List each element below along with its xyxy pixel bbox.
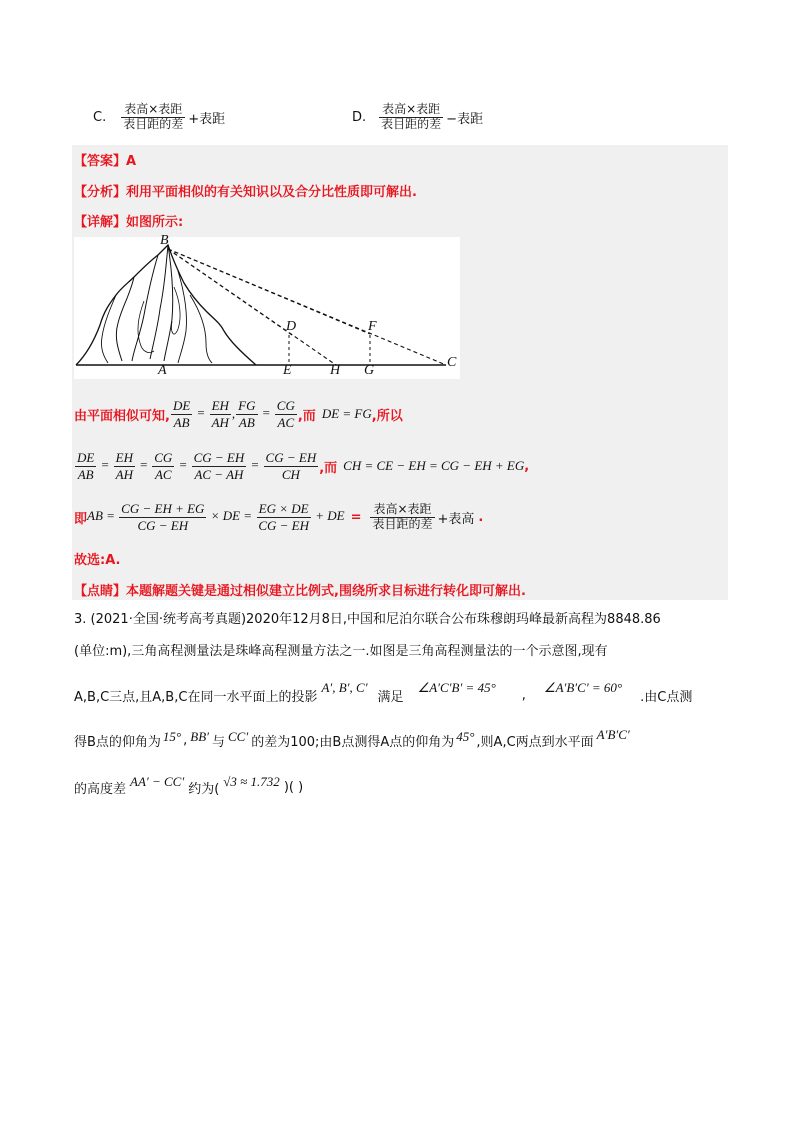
mountain-diagram bbox=[74, 237, 460, 379]
eq3-tail-fraction bbox=[370, 503, 436, 532]
option-c-denominator: 表目距的差 bbox=[123, 116, 184, 131]
q3-line3g: .由C点测 bbox=[640, 690, 693, 705]
eq2-math: $\frac{DE}{AB}$ = $\frac{EH}{AH}$ = $\frac{CG}{AC}$ = $\frac{CG - EH}{AC - AH}$ = $\frac{CG - EH}{CH}$ bbox=[77, 449, 317, 482]
eq2-ch: CH = CE − EH = CG − EH + EG bbox=[343, 458, 525, 473]
q3-line4e: 与 bbox=[212, 735, 226, 750]
option-d-numerator: 表高×表距 bbox=[379, 103, 443, 118]
eq3-tail-denominator: 表目距的差 bbox=[372, 516, 433, 531]
mountain-ridge-2 bbox=[164, 245, 173, 361]
detail-line: 【详解】如图所示: bbox=[74, 215, 184, 230]
mountain-ridge-8 bbox=[138, 301, 154, 353]
eq1-prefix: 由平面相似可知, bbox=[74, 408, 170, 424]
q3-line-4 bbox=[74, 726, 630, 750]
eq1-comma: , bbox=[231, 406, 236, 421]
q3-line3c: 满足 bbox=[377, 690, 404, 705]
q3-line5e: )( ) bbox=[283, 780, 304, 795]
q3-plane: A′B′C′ bbox=[596, 726, 630, 742]
label-b: B bbox=[160, 233, 169, 248]
eq3-tail-numerator: 表高×表距 bbox=[370, 503, 434, 518]
eq1-math-a: $\frac{DE}{AB}$ = $\frac{EH}{AH}$ bbox=[172, 397, 229, 430]
equation-line-2: $\frac{DE}{AB}$ = $\frac{EH}{AH}$ = $\frac{CG}{AC}$ = $\frac{CG - EH}{AC - AH}$ = $\frac{CG - EH}{CH}$ ,而 CH = CE − EH = CG − EH + EG , bbox=[74, 446, 529, 486]
mountain-ridge-4 bbox=[116, 277, 134, 361]
option-d-denominator: 表目距的差 bbox=[381, 116, 442, 131]
q3-line4c: , bbox=[183, 733, 188, 748]
q3-line-5 bbox=[74, 773, 304, 797]
q3-angle-1: ∠A′C′B′ = 45° bbox=[417, 679, 496, 695]
eq3-math: AB = $\frac{CG - EH + EG}{CG - EH}$ × DE = $\frac{EG \times DE}{CG - EH}$ + DE bbox=[87, 500, 345, 533]
q3-height-diff: AA′ − CC′ bbox=[130, 773, 185, 789]
option-d bbox=[352, 95, 483, 139]
option-c-fraction bbox=[120, 103, 186, 132]
mountain-figure bbox=[74, 233, 460, 379]
q3-cc: CC′ bbox=[228, 728, 249, 744]
q3-projection: A′, B′, C′ bbox=[321, 679, 368, 695]
line-b-f bbox=[168, 249, 370, 334]
eq3-prefix: 即 bbox=[74, 511, 88, 527]
analysis-line: 【分析】利用平面相似的有关知识以及合分比性质即可解出. bbox=[74, 185, 417, 200]
option-c-numerator: 表高×表距 bbox=[121, 103, 185, 118]
equation-line-3 bbox=[74, 496, 483, 538]
label-h: H bbox=[330, 363, 341, 378]
eq3-eq: = bbox=[350, 509, 362, 525]
q3-line3e: , bbox=[521, 688, 526, 703]
label-e: E bbox=[283, 363, 292, 378]
eq1-math-b: $\frac{FG}{AB}$ = $\frac{CG}{AC}$ bbox=[238, 397, 295, 430]
eq1-er: ,而 bbox=[297, 408, 316, 424]
answer-line: 【答案】A bbox=[74, 154, 137, 169]
q3-angle-45: 45° bbox=[456, 728, 475, 744]
mountain-ridge-3 bbox=[132, 255, 158, 361]
mountain-ridge-1 bbox=[150, 245, 168, 359]
q3-line4a: 得B点的仰角为 bbox=[74, 735, 161, 750]
q3-angle-2: ∠A′B′C′ = 60° bbox=[543, 679, 623, 695]
q3-bb: BB′ bbox=[190, 728, 209, 744]
option-d-label: D. bbox=[352, 109, 367, 125]
q3-sqrt3: √3 ≈ 1.732 bbox=[223, 773, 280, 789]
eq1-so: ,所以 bbox=[371, 408, 403, 424]
q3-line5a: 的高度差 bbox=[74, 782, 127, 797]
eq3-tail-plus: +表高 bbox=[437, 511, 475, 527]
eq2-er: ,而 bbox=[319, 460, 338, 476]
option-c bbox=[93, 95, 225, 139]
label-g: G bbox=[364, 363, 375, 378]
q3-line-2: (单位:m),三角高程测量法是珠峰高程测量方法之一.如图是三角高程测量法的一个示意图,现有 bbox=[74, 644, 608, 659]
option-d-tail: −表距 bbox=[446, 111, 484, 127]
q3-angle-15: 15° bbox=[162, 728, 182, 744]
q3-line-3 bbox=[74, 679, 693, 705]
label-a: A bbox=[158, 363, 167, 378]
q3-line4i: ,则A,C两点到水平面 bbox=[476, 735, 594, 750]
comment-line: 【点睛】本题解题关键是通过相似建立比例式,围绕所求目标进行转化即可解出. bbox=[74, 584, 526, 599]
label-c: C bbox=[447, 355, 457, 370]
option-d-fraction bbox=[378, 103, 444, 132]
option-c-label: C. bbox=[93, 109, 107, 125]
eq1-de-fg: DE = FG bbox=[321, 406, 372, 421]
q3-line3a: A,B,C三点,且A,B,C在同一水平面上的投影 bbox=[74, 690, 318, 705]
choose-line: 故选:A. bbox=[74, 553, 121, 568]
option-c-tail: +表距 bbox=[188, 111, 226, 127]
label-d: D bbox=[286, 319, 297, 334]
eq3-end: . bbox=[478, 509, 484, 525]
q3-line-1: 3. (2021·全国·统考高考真题)2020年12月8日,中国和尼泊尔联合公布珠穆朗玛峰最新高程为8848.86 bbox=[74, 612, 661, 627]
q3-line5c: 约为( bbox=[188, 782, 220, 797]
q3-line4g: 的差为100;由B点测得A点的仰角为 bbox=[251, 735, 455, 750]
equation-line-1 bbox=[74, 394, 403, 434]
label-f: F bbox=[368, 319, 377, 334]
